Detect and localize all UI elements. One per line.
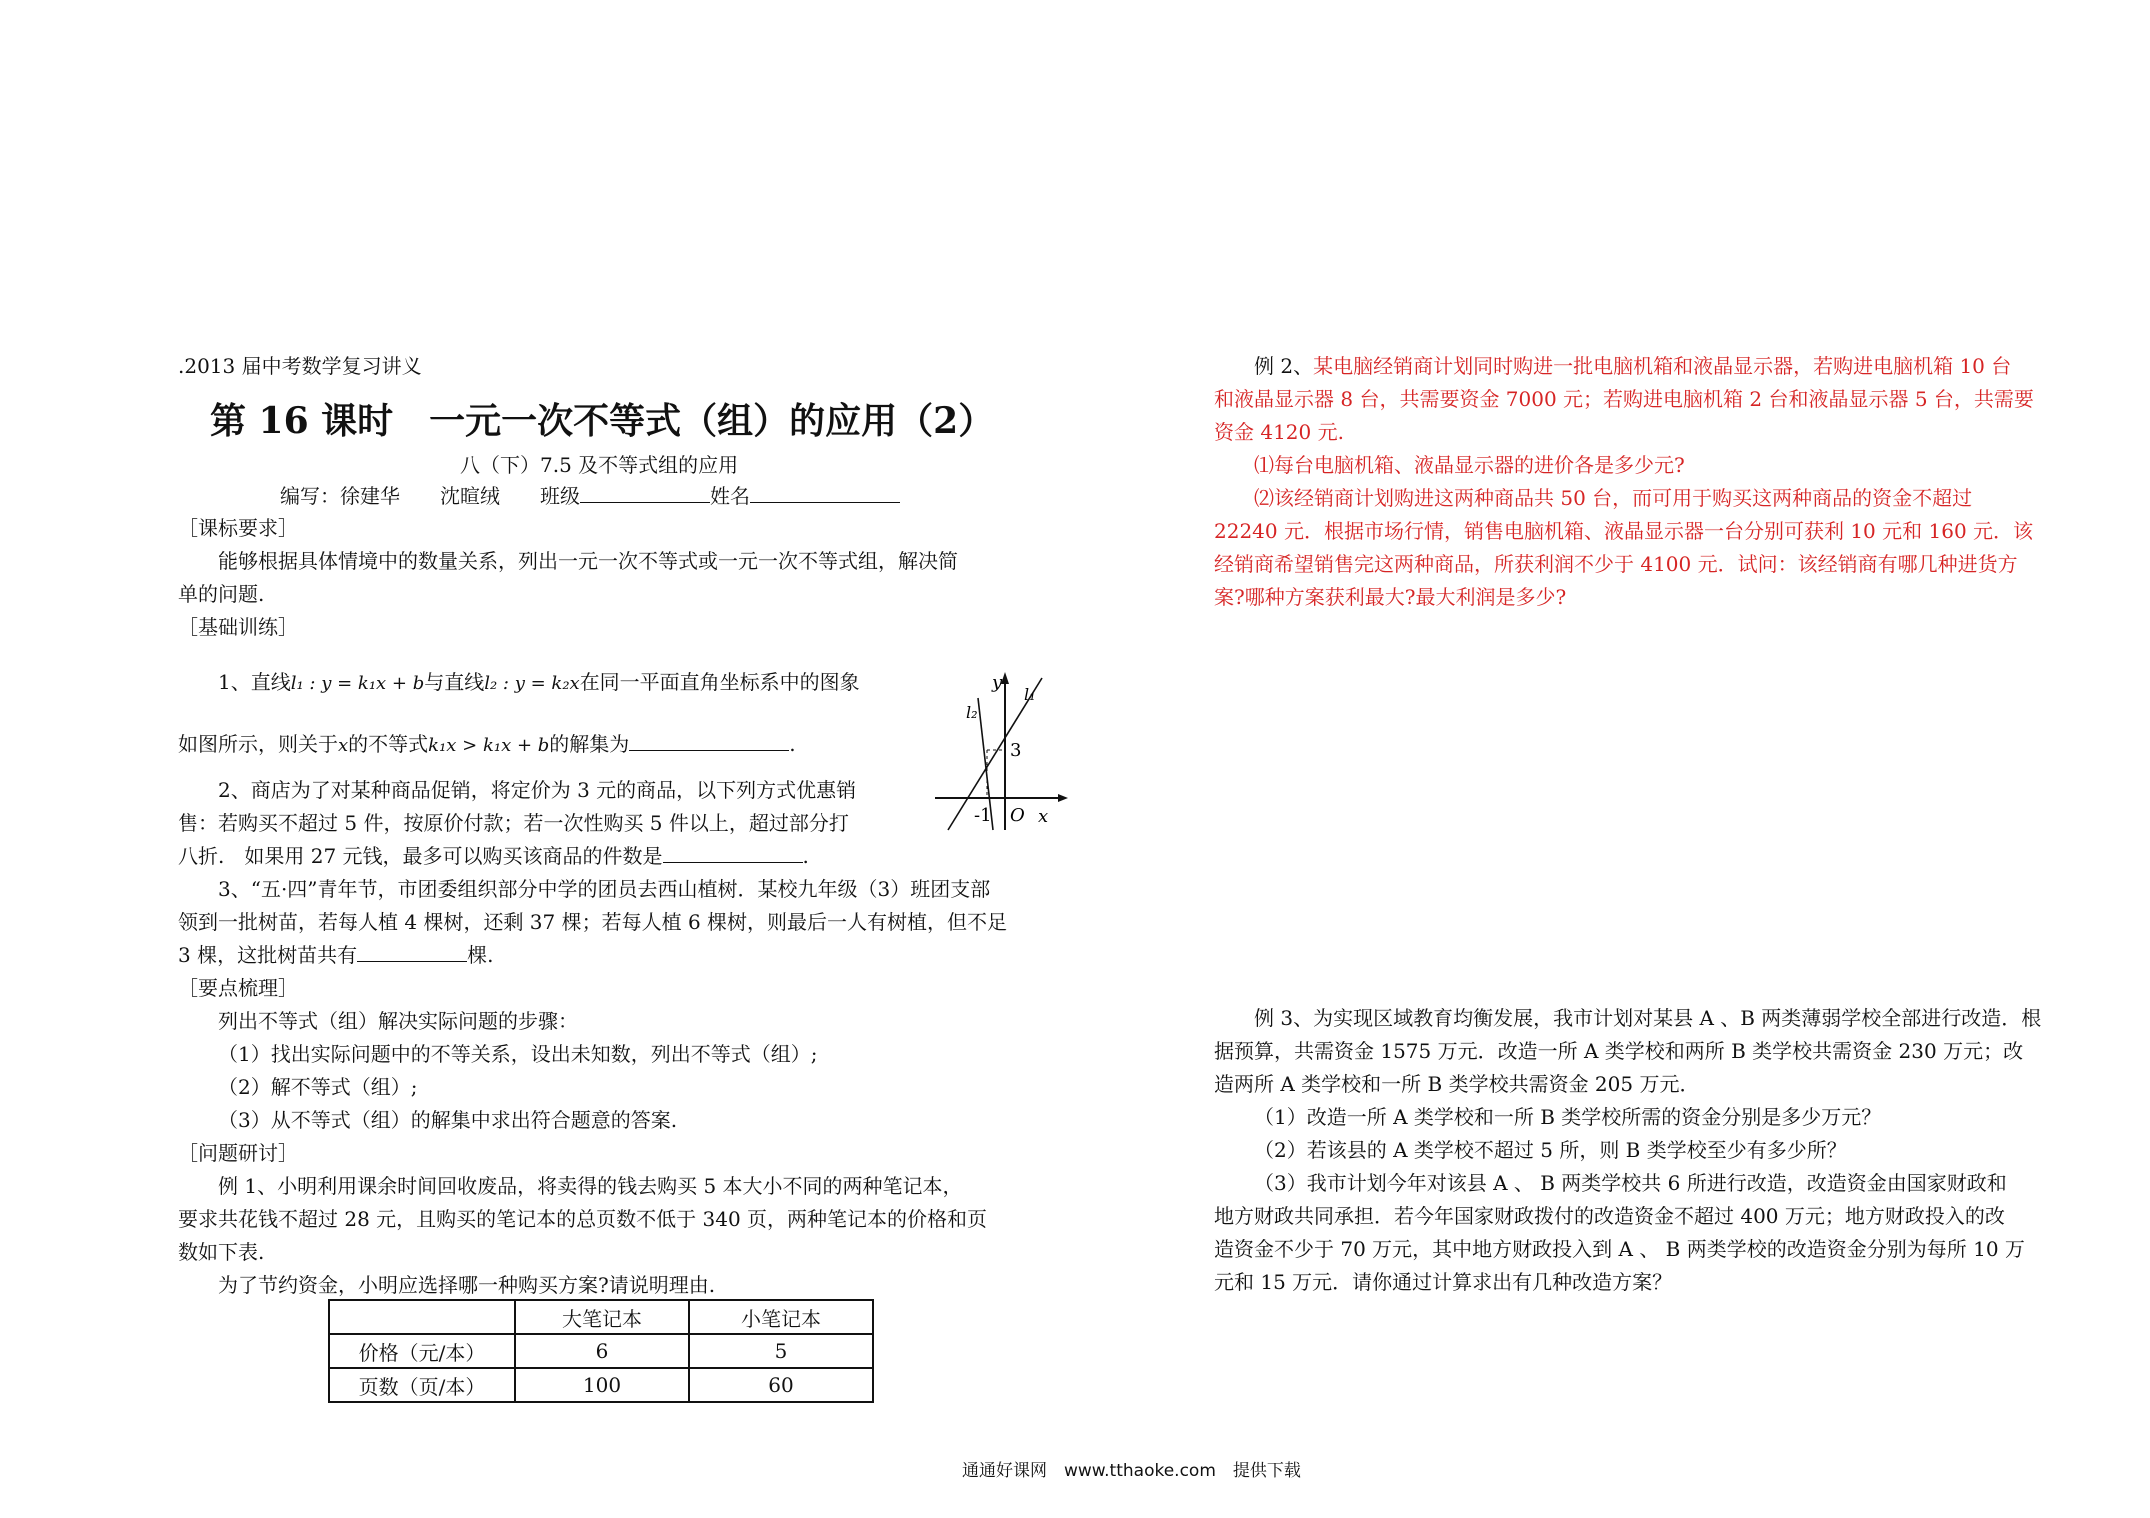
q1-line-l2: l₂ : y = k₂x bbox=[484, 673, 580, 694]
section-heading-kebiao: ［课标要求］ bbox=[178, 516, 298, 540]
example-2-question-2-line-3: 经销商希望销售完这两种商品，所获利润不少于 4100 元．试问：该经销商有哪几种进货方 bbox=[1214, 552, 2018, 576]
example-3-line-3: 造两所 A 类学校和一所 B 类学校共需资金 205 万元． bbox=[1214, 1072, 1700, 1096]
table-cell: 价格（元/本） bbox=[329, 1334, 515, 1368]
example-2 bbox=[1214, 350, 2094, 614]
left-column bbox=[178, 512, 1078, 644]
example-1-line-4: 为了节约资金，小明应选择哪一种购买方案?请说明理由. bbox=[218, 1273, 716, 1297]
page-footer: 通通好课网 www.tthaoke.com 提供下载 bbox=[962, 1461, 1301, 1481]
example-3-question-3-line-1: （3）我市计划今年对该县 A 、 B 两类学校共 6 所进行改造，改造资金由国家财政和 bbox=[1254, 1171, 2007, 1195]
section-heading-jichu: ［基础训练］ bbox=[178, 615, 298, 639]
document-header: .2013 届中考数学复习讲义 bbox=[178, 354, 422, 378]
example-2-question-2-line-1: ⑵该经销商计划购进这两种商品共 50 台，而可用于购买这两种商品的资金不超过 bbox=[1254, 486, 1973, 510]
q1-text-a: 1、直线 bbox=[218, 670, 291, 694]
example-3-question-3-line-4: 元和 15 万元．请你通过计算求出有几种改造方案？ bbox=[1214, 1270, 1673, 1294]
author-text: 编写：徐建华 沈暄绒 班级 bbox=[280, 484, 580, 508]
q3-line-3b: 棵. bbox=[467, 943, 494, 967]
example-3-line-1: 例 3、为实现区域教育均衡发展，我市计划对某县 A 、B 两类薄弱学校全部进行改造．根 bbox=[1254, 1006, 2042, 1030]
lesson-subtitle: 八（下）7.5 及不等式组的应用 bbox=[460, 453, 739, 477]
graph-l1-label: l₁ bbox=[1024, 685, 1036, 704]
q1-text-f: 的解集为 bbox=[549, 732, 630, 756]
y-axis-arrow bbox=[1001, 672, 1009, 684]
q2-line-1: 2、商店为了对某种商品促销，将定价为 3 元的商品，以下列方式优惠销 bbox=[218, 778, 857, 802]
example-1-line-2: 要求共花钱不超过 28 元，且购买的笔记本的总页数不低于 340 页，两种笔记本的价格和页 bbox=[178, 1207, 988, 1231]
table-header-cell: 小笔记本 bbox=[689, 1300, 873, 1334]
keypoint-1: 列出不等式（组）解决实际问题的步骤： bbox=[218, 1009, 578, 1033]
q3-line-1: 3、“五·四”青年节，市团委组织部分中学的团员去西山植树．某校九年级（3）班团支部 bbox=[218, 877, 991, 901]
example-2-question-2-line-4: 案?哪种方案获利最大?最大利润是多少? bbox=[1214, 585, 1567, 609]
example-1-line-1: 例 1、小明利用课余时间回收废品，将卖得的钱去购买 5 本大小不同的两种笔记本， bbox=[218, 1174, 963, 1198]
example-3-question-2: （2）若该县的 A 类学校不超过 5 所，则 B 类学校至少有多少所？ bbox=[1254, 1138, 1847, 1162]
example-2-question-1: ⑴每台电脑机箱、液晶显示器的进价各是多少元? bbox=[1254, 453, 1685, 477]
table-cell: 100 bbox=[515, 1368, 689, 1402]
q1-var-x: x bbox=[338, 735, 349, 756]
graph-origin-label: O bbox=[1010, 805, 1025, 826]
notebook-table bbox=[328, 1299, 874, 1403]
graph-tick-3: 3 bbox=[1010, 740, 1022, 761]
name-label: 姓名 bbox=[710, 484, 750, 508]
table-cell: 60 bbox=[689, 1368, 873, 1402]
q3-answer-blank[interactable] bbox=[357, 939, 467, 962]
section-heading-wenti: ［问题研讨］ bbox=[178, 1141, 298, 1165]
table-header-cell bbox=[329, 1300, 515, 1334]
example-3-question-1: （1）改造一所 A 类学校和一所 B 类学校所需的资金分别是多少万元？ bbox=[1254, 1105, 1882, 1129]
example-3-line-2: 据预算，共需资金 1575 万元．改造一所 A 类学校和两所 B 类学校共需资金 230 万元；改 bbox=[1214, 1039, 2024, 1063]
q2-answer-blank[interactable] bbox=[663, 840, 803, 863]
table-header-cell: 大笔记本 bbox=[515, 1300, 689, 1334]
q2-line-3: 八折. 如果用 27 元钱，最多可以购买该商品的件数是 bbox=[178, 844, 663, 868]
q1-text-e: 的不等式 bbox=[348, 732, 429, 756]
table-cell: 5 bbox=[689, 1334, 873, 1368]
q1-text-b: 与直线 bbox=[424, 670, 485, 694]
keypoint-2: （1）找出实际问题中的不等关系，设出未知数，列出不等式（组）; bbox=[218, 1042, 818, 1066]
coordinate-graph bbox=[930, 668, 1070, 836]
q3-line-3a: 3 棵，这批树苗共有 bbox=[178, 943, 358, 967]
keypoint-4: （3）从不等式（组）的解集中求出符合题意的答案. bbox=[218, 1108, 678, 1132]
table-row bbox=[329, 1368, 873, 1402]
table-cell: 6 bbox=[515, 1334, 689, 1368]
table-row bbox=[329, 1334, 873, 1368]
question-1-line-1 bbox=[218, 666, 860, 700]
class-blank[interactable] bbox=[580, 480, 710, 503]
keypoint-3: （2）解不等式（组）; bbox=[218, 1075, 418, 1099]
graph-x-label: x bbox=[1038, 806, 1049, 827]
q3-line-2: 领到一批树苗，若每人植 4 棵树，还剩 37 棵；若每人植 6 棵树，则最后一人有树植，但不足 bbox=[178, 910, 1008, 934]
table-cell: 页数（页/本） bbox=[329, 1368, 515, 1402]
question-1-line-2 bbox=[178, 728, 796, 762]
example-1-line-3: 数如下表. bbox=[178, 1240, 265, 1264]
q1-answer-blank[interactable] bbox=[629, 728, 789, 751]
q1-end: . bbox=[789, 732, 796, 756]
kebiao-text-1: 能够根据具体情境中的数量关系，列出一元一次不等式或一元一次不等式组，解决简 bbox=[218, 549, 958, 573]
example-2-line-3: 资金 4120 元. bbox=[1214, 420, 1344, 444]
q1-line-l1: l₁ : y = k₁x + b bbox=[290, 673, 425, 694]
kebiao-text-2: 单的问题. bbox=[178, 582, 265, 606]
table-header-row bbox=[329, 1300, 873, 1334]
question-2 bbox=[178, 774, 856, 873]
graph-y-label: y bbox=[992, 672, 1003, 693]
q2-end: . bbox=[802, 844, 809, 868]
example-2-line-1: 某电脑经销商计划同时购进一批电脑机箱和液晶显示器，若购进电脑机箱 10 台 bbox=[1313, 354, 2012, 378]
q1-text-d: 如图所示，则关于 bbox=[178, 732, 338, 756]
q1-text-c: 在同一平面直角坐标系中的图象 bbox=[579, 670, 860, 694]
lesson-title: 第 16 课时 一元一次不等式（组）的应用（2） bbox=[210, 400, 995, 442]
graph-tick-neg1: -1 bbox=[974, 805, 992, 826]
example-2-prefix: 例 2、 bbox=[1254, 354, 1314, 378]
example-3-question-3-line-2: 地方财政共同承担．若今年国家财政拨付的改造资金不超过 400 万元；地方财政投入的改 bbox=[1214, 1204, 2005, 1228]
name-blank[interactable] bbox=[750, 480, 900, 503]
key-points bbox=[178, 972, 987, 1302]
example-2-question-2-line-2: 22240 元．根据市场行情，销售电脑机箱、液晶显示器一台分别可获利 10 元和 160 元．该 bbox=[1214, 519, 2034, 543]
section-heading-yaodian: ［要点梳理］ bbox=[178, 976, 298, 1000]
author-line bbox=[280, 480, 900, 512]
x-axis-arrow bbox=[1058, 794, 1068, 802]
graph-l2-label: l₂ bbox=[966, 703, 978, 722]
example-3 bbox=[1214, 1002, 2094, 1299]
q1-inequality: k₁x > k₁x + b bbox=[428, 735, 550, 756]
q2-line-2: 售：若购买不超过 5 件，按原价付款；若一次性购买 5 件以上，超过部分打 bbox=[178, 811, 849, 835]
question-3 bbox=[178, 873, 1007, 972]
example-2-line-2: 和液晶显示器 8 台，共需要资金 7000 元；若购进电脑机箱 2 台和液晶显示器 5 台，共需要 bbox=[1214, 387, 2034, 411]
example-3-question-3-line-3: 造资金不少于 70 万元，其中地方财政投入到 A 、 B 两类学校的改造资金分别为每所 10 万 bbox=[1214, 1237, 2025, 1261]
